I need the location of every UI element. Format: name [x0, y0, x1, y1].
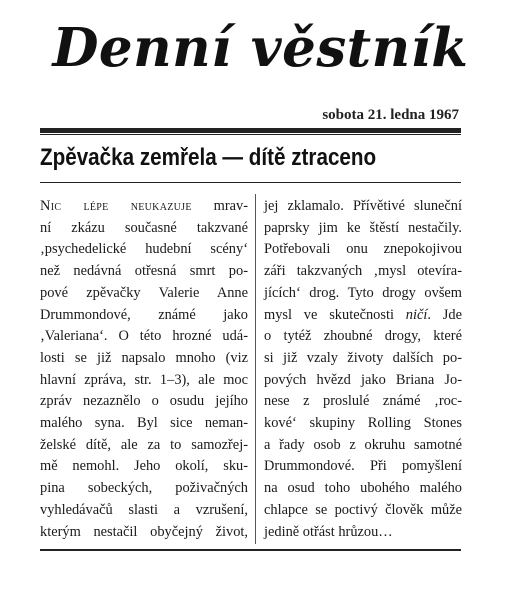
article-headline: Zpěvačka zemřela — dítě ztraceno	[40, 144, 377, 171]
article-line	[40, 196, 248, 218]
article-line: vyhledávačů slasti a vzrušení,	[40, 501, 248, 518]
article-text: . Jde	[427, 306, 462, 323]
article-text: mysl ve skutečnosti	[264, 306, 406, 323]
issue-date: sobota 21. ledna 1967	[322, 107, 459, 123]
article-line: jících‘ drog. Tyto drogy ovšem	[264, 284, 462, 301]
article-line: paprsky jim ke štěstí nestačily.	[264, 219, 462, 236]
article-column-right	[264, 196, 462, 543]
headline-rule	[40, 182, 461, 183]
article-line: kové‘ skupiny Rolling Stones	[264, 415, 462, 432]
article-line: než nedávná otřesná smrt po-	[40, 263, 248, 280]
article-line: malého syna. Byl sice neman-	[40, 415, 248, 432]
article-line: si již vzaly životy dalších po-	[264, 349, 462, 366]
article-line: losti se již napsalo mnoho (viz	[40, 349, 248, 366]
article-line: ní zkázu současné takzvané	[40, 219, 248, 236]
article-lead-rest: mrav-	[191, 198, 248, 214]
article-line: jedině otřást hrůzou…	[264, 523, 393, 540]
article-line: na osud toho ubohého malého	[264, 480, 462, 497]
column-divider	[255, 194, 256, 544]
emphasized-word: ničí	[405, 306, 428, 323]
article-lead-caps: Nic lépe neukazuje	[40, 198, 192, 214]
article-line: o tytéž zhoubné drogy, které	[264, 328, 462, 345]
article-line: Potřebovali onu znepokojivou	[264, 241, 462, 258]
article-line: pina sobeckých, poživačných	[40, 480, 248, 497]
article-line	[264, 305, 462, 327]
article-line: záři takzvaných ‚mysl otevíra-	[264, 263, 462, 280]
article-column-left	[40, 196, 248, 543]
article-line: ‚psychedelické hudební scény‘	[40, 241, 248, 258]
article-line: nese z proslulé známé ‚roc-	[264, 393, 462, 410]
bottom-rule	[40, 549, 461, 551]
article-line: chlapce se poctivý člověk může	[264, 501, 462, 518]
newspaper-masthead: Denní věstník	[52, 17, 469, 79]
article-line: jej zklamalo. Přívětivé sluneční	[264, 198, 462, 214]
article-line: Drummondové, známé jako	[40, 306, 248, 323]
article-line: Drummondové. Při pomyšlení	[264, 458, 462, 475]
article-line: kterým nestačil obyčejný život,	[40, 523, 248, 540]
article-line: mě nemohl. Jeho okolí, sku-	[40, 458, 248, 475]
article-line: a řady osob z okruhu samotné	[264, 436, 462, 453]
article-line: ‚Valeriana‘. O této hrozné udá-	[40, 328, 248, 345]
article-line: zpráv nezaznělo o osudu jejího	[40, 393, 248, 410]
article-line: želské dítě, ale za to samozřej-	[40, 436, 248, 453]
article-line: pových hvězd jako Briana Jo-	[264, 371, 462, 388]
article-line: pové zpěvačky Valerie Anne	[40, 284, 248, 301]
masthead-rule	[40, 128, 461, 135]
article-line: hlavní zpráva, str. 1–3), ale moc	[40, 371, 248, 388]
